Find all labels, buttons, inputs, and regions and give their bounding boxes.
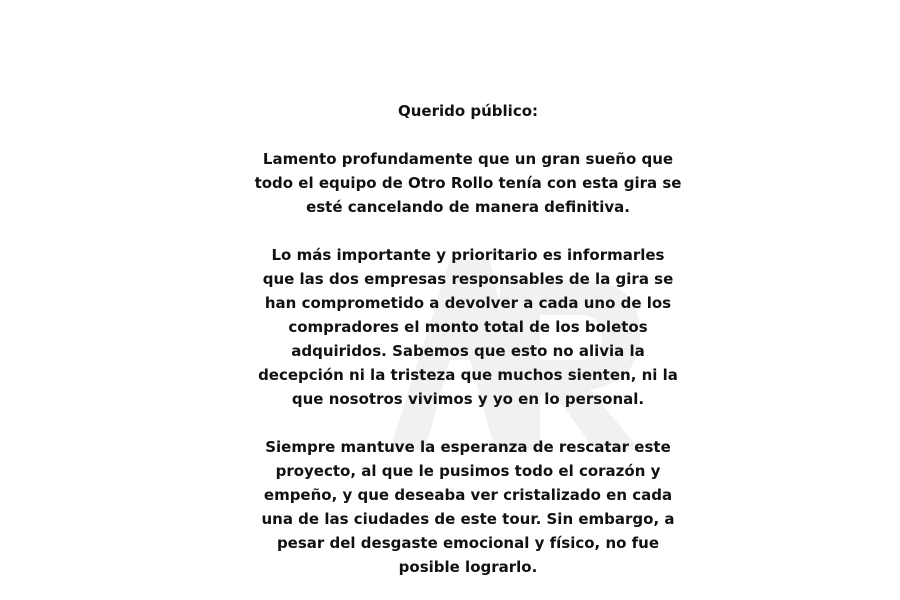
- letter-line: proyecto, al que le pusimos todo el corazón y: [275, 462, 661, 480]
- letter-line: una de las ciudades de este tour. Sin embargo, a: [261, 510, 675, 528]
- letter-line: que nosotros vivimos y yo en lo personal.: [291, 390, 645, 408]
- letter-paragraph-2: [0, 243, 900, 411]
- letter-line: decepción ni la tristeza que muchos sienten, ni la: [258, 366, 678, 384]
- letter-body: [0, 99, 900, 579]
- letter-line: empeño, y que deseaba ver cristalizado en cada: [263, 486, 673, 504]
- letter-line: Siempre mantuve la esperanza de rescatar este: [265, 438, 671, 456]
- letter-line: Lamento profundamente que un gran sueño que: [262, 150, 674, 168]
- letter-line: compradores el monto total de los boletos: [288, 318, 648, 336]
- letter-salutation: Querido público:: [397, 102, 539, 120]
- letter-line: posible lograrlo.: [398, 558, 538, 576]
- letter-line: han comprometido a devolver a cada uno de los: [264, 294, 672, 312]
- letter-line: pesar del desgaste emocional y físico, no fue: [276, 534, 660, 552]
- letter-line: todo el equipo de Otro Rollo tenía con esta gira se: [254, 174, 682, 192]
- letter-line: Lo más importante y prioritario es informarles: [271, 246, 665, 264]
- letter-line: que las dos empresas responsables de la gira se: [262, 270, 674, 288]
- letter-paragraph-3: [0, 435, 900, 579]
- letter-line: esté cancelando de manera definitiva.: [306, 198, 630, 216]
- letter-paragraph-1: [0, 147, 900, 219]
- letter-line: adquiridos. Sabemos que esto no alivia la: [291, 342, 645, 360]
